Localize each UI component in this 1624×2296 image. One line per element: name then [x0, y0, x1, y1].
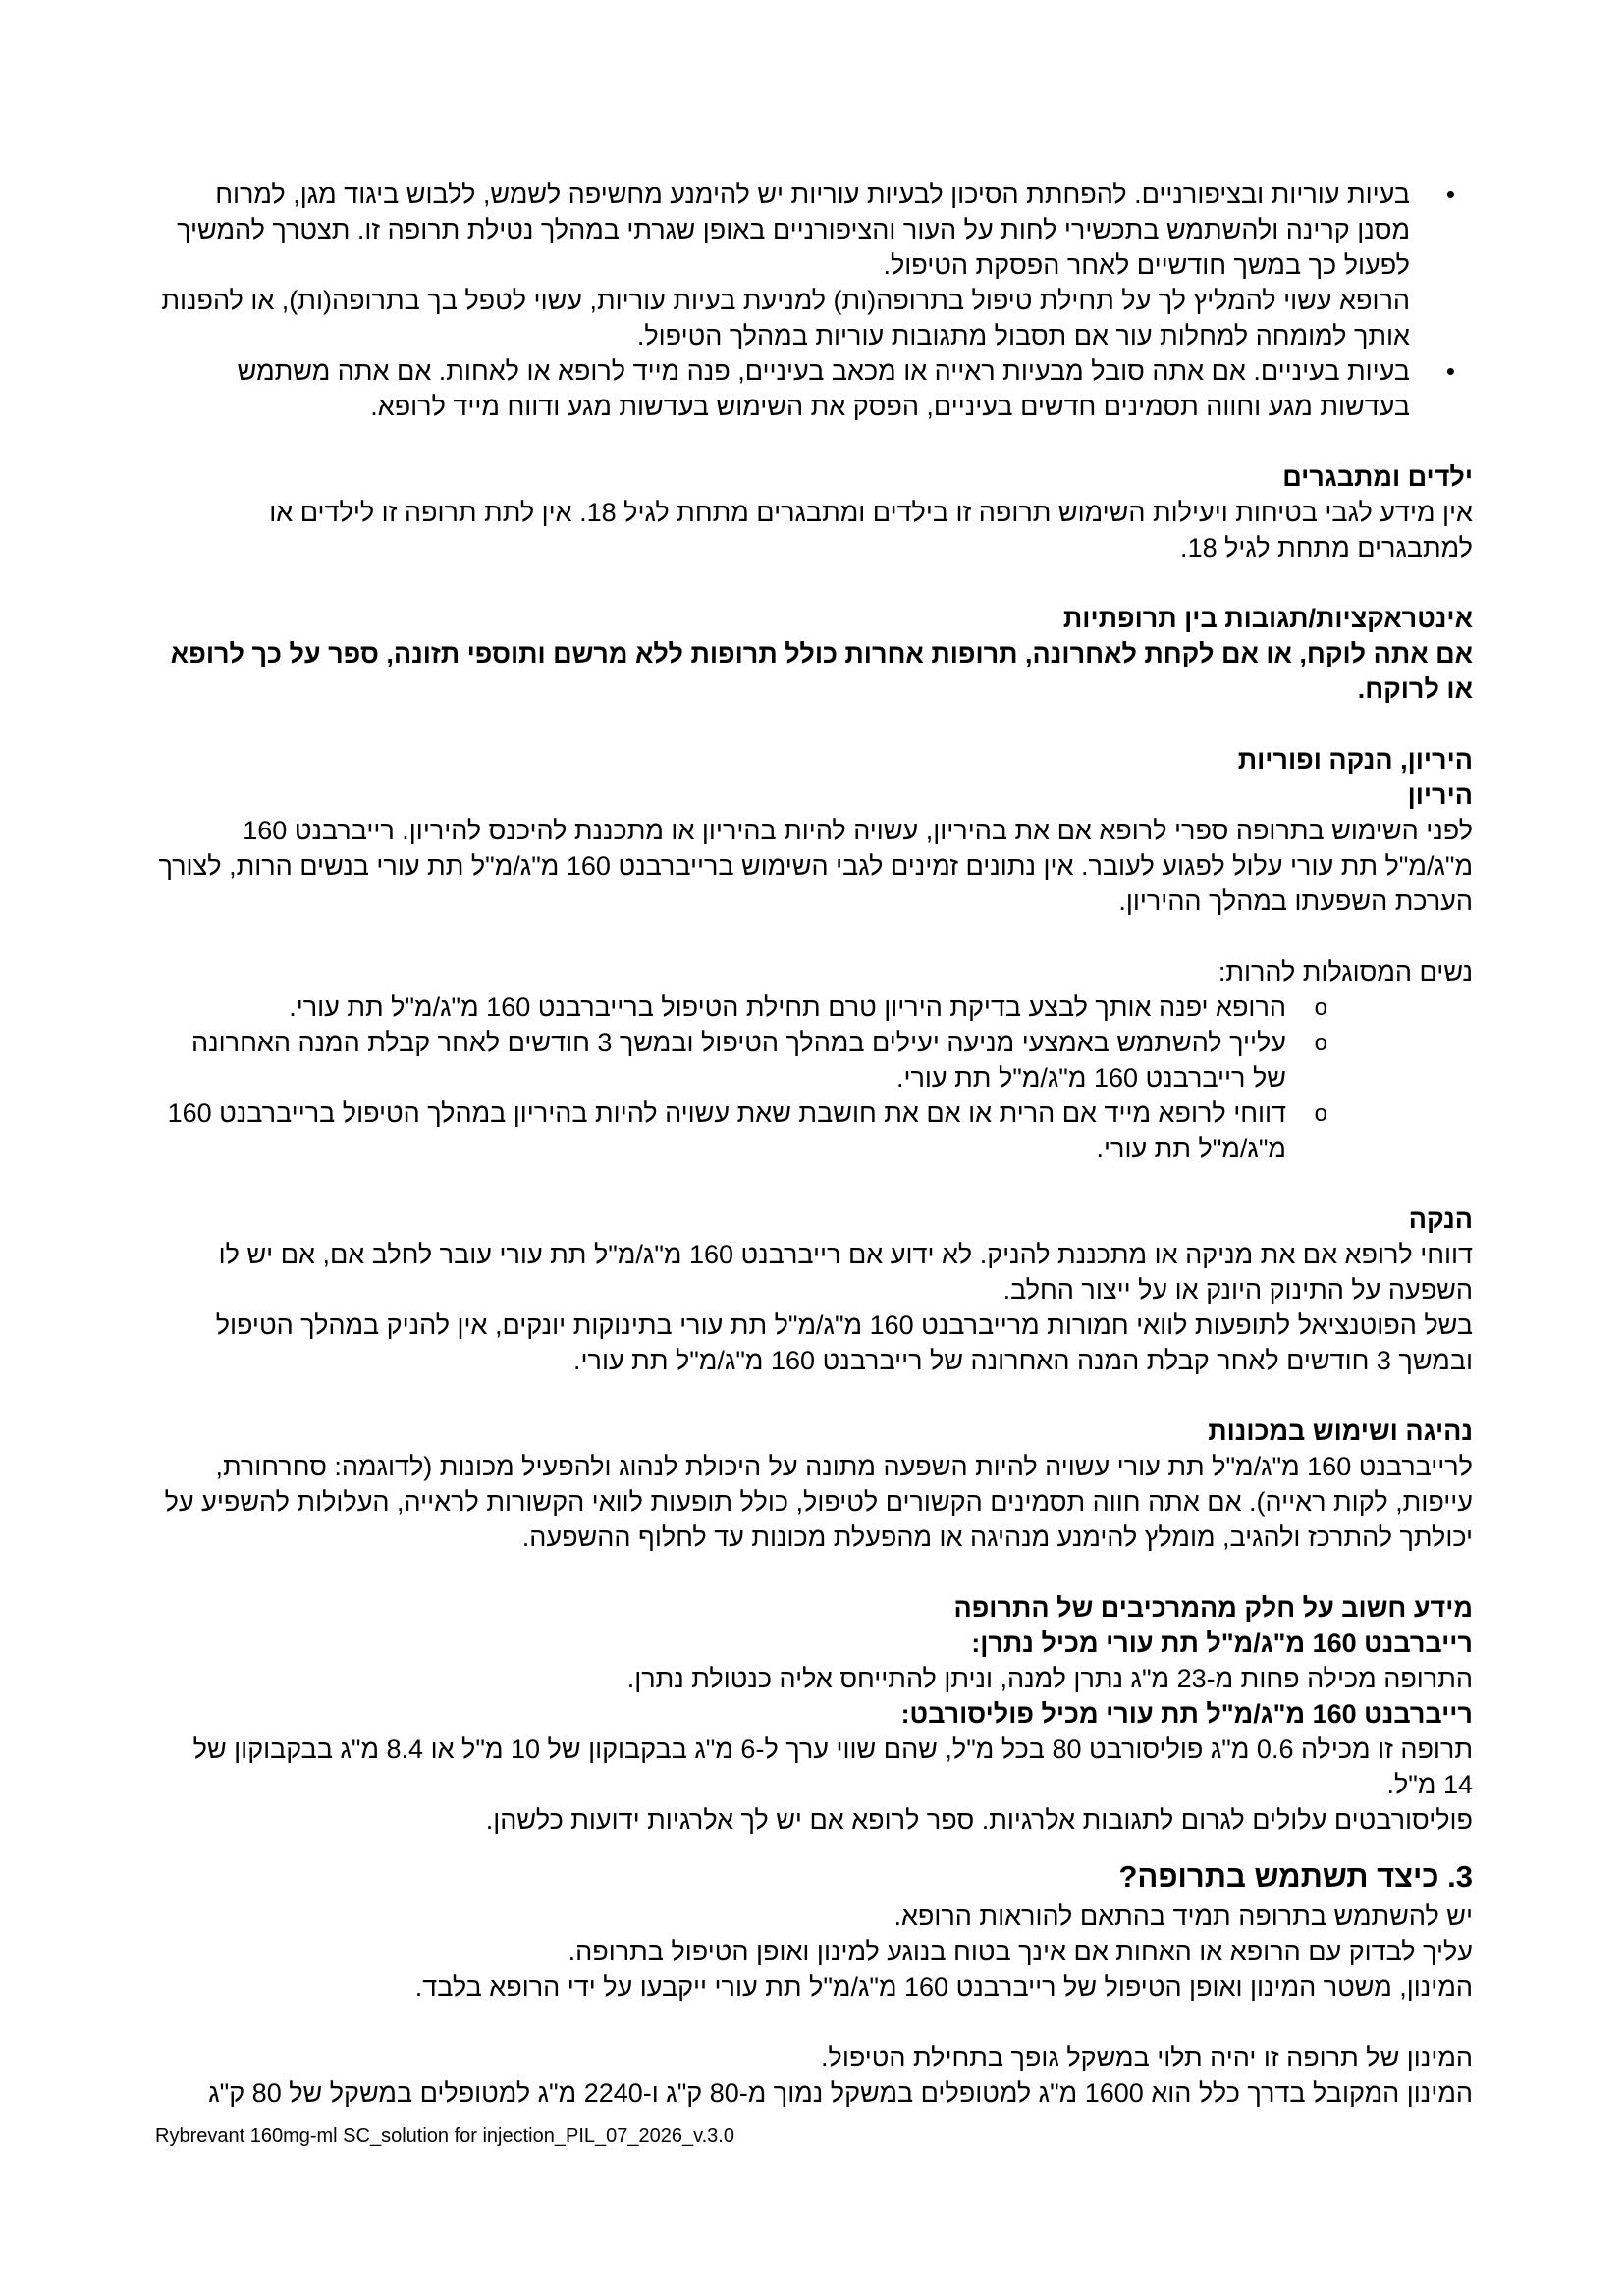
- usage-text: המינון המקובל בדרך כלל הוא 1600 מ"ג למטופלים במשקל נמוך מ-80 ק"ג ו-2240 מ"ג למטופלים במשקל של 80 ק"ג: [208, 2078, 1473, 2108]
- subheading-pregnancy: היריון: [1407, 780, 1473, 810]
- circle-bullet-icon: o: [1314, 1030, 1327, 1056]
- usage-text: יש להשתמש בתרופה תמיד בהתאם להוראות הרופא.: [893, 1901, 1473, 1931]
- section-heading-pregnancy: היריון, הנקה ופוריות: [1237, 745, 1473, 774]
- interactions-text: אם אתה לוקח, או אם לקחת לאחרונה, תרופות אחרות כולל תרופות ללא מרשם ותוספי תזונה, ספר על כך לרופא או לרוקח.: [170, 639, 1473, 704]
- pregnancy-text: לפני השימוש בתרופה ספרי לרופא אם את בהיריון, עשויה להיות בהיריון או מתכננת להיכנס להיריון. רייברבנט 160 מ"ג/מ"ל תת עורי עלול לפגוע לעובר. אין נתונים זמינים לגבי השימוש ברייברבנט 160 מ"ג/מ"ל תת עורי בנשים הרות, לצורך הערכת השפעתו במהלך ההיריון.: [158, 816, 1473, 916]
- breastfeeding-text: בשל הפוטנציאל לתופעות לוואי חמורות מרייברבנט 160 מ"ג/מ"ל תת עורי בתינוקות יונקים, אין להניק במהלך הטיפול ובמשך 3 חודשים לאחר קבלת המנה האחרונה של רייברבנט 160 מ"ג/מ"ל תת עורי.: [215, 1310, 1473, 1375]
- bullet-icon: •: [1445, 180, 1455, 209]
- polysorbate-text: פוליסורבטים עלולים לגרום לתגובות אלרגיות. ספר לרופא אם יש לך אלרגיות ידועות כלשהן.: [485, 1805, 1473, 1835]
- paragraph: הרופא עשוי להמליץ לך על תחילת טיפול בתרופה(ות) למניעת בעיות עוריות, עשוי לטפל בך בתרופה(ות), או להפנות אותך למומחה למחלות עור אם תסבול מתגובות עוריות במהלך הטיפול.: [161, 286, 1410, 350]
- document-page: [157, 177, 1473, 2110]
- driving-text: לרייברבנט 160 מ"ג/מ"ל תת עורי עשויה להיות השפעה מתונה על היכולת לנהוג ולהפעיל מכונות (לדוגמה: סחרחורת, עייפות, לקות ראייה). אם אתה חווה תסמינים הקשורים לטיפול, כולל תופעות לוואי הקשורות לראייה, העלולות להשפיע על יכולתך להתרכז ולהגיב, מומלץ להימנע מנהיגה או מהפעלת מכונות עד לחלוף ההשפעה.: [164, 1452, 1473, 1552]
- subheading-polysorbate: רייברבנט 160 מ"ג/מ"ל תת עורי מכיל פוליסורבט:: [900, 1699, 1473, 1729]
- subheading-sodium: רייברבנט 160 מ"ג/מ"ל תת עורי מכיל נתרן:: [971, 1629, 1473, 1658]
- section-heading-ingredients: מידע חשוב על חלק מהמרכיבים של התרופה: [953, 1593, 1473, 1623]
- list-item: [157, 177, 1455, 353]
- usage-text: המינון, משטר המינון ואופן הטיפול של רייברבנט 160 מ"ג/מ"ל תת עורי ייקבעו על ידי הרופא בלבד.: [414, 1972, 1473, 2002]
- list-item-text: עלייך להשתמש באמצעי מניעה יעילים במהלך הטיפול ובמשך 3 חודשים לאחר קבלת המנה האחרונה של רייברבנט 160 מ"ג/מ"ל תת עורי.: [191, 1028, 1286, 1093]
- section-heading-how-to-use: 3. כיצד תשתמש בתרופה?: [1118, 1859, 1473, 1894]
- list-item-text: דווחי לרופא מייד אם הרית או אם את חושבת שאת עשויה להיות בהיריון במהלך הטיפול ברייברבנט 160 מ"ג/מ"ל תת עורי.: [167, 1098, 1286, 1163]
- circle-bullet-icon: o: [1314, 994, 1327, 1021]
- intro-bullet-list: [157, 177, 1473, 424]
- list-item-text: הרופא יפנה אותך לבצע בדיקת היריון טרם תחילת הטיפול ברייברבנט 160 מ"ג/מ"ל תת עורי.: [289, 992, 1286, 1022]
- women-list: [157, 989, 1473, 1166]
- bullet-icon: •: [1445, 356, 1455, 386]
- paragraph: בעיות בעיניים. אם אתה סובל מבעיות ראייה או מכאב בעיניים, פנה מייד לרופא או לאחות. אם אתה משתמש בעדשות מגע וחווה תסמינים חדשים בעיניים, הפסק את השימוש בעדשות מגע ודווח מייד לרופא.: [237, 356, 1410, 421]
- section-heading-interactions: אינטראקציות/תגובות בין תרופתיות: [1062, 604, 1473, 633]
- section-heading-breastfeeding: הנקה: [1408, 1204, 1473, 1234]
- list-item: [157, 989, 1327, 1025]
- document-footer: Rybrevant 160mg-ml SC_solution for injection_PIL_07_2026_v.3.0: [155, 2125, 734, 2147]
- polysorbate-text: תרופה זו מכילה 0.6 מ"ג פוליסורבט 80 בכל מ"ל, שהם שווי ערך ל-6 מ"ג בבקבוקון של 10 מ"ל או 8.4 מ"ג בבקבוקון של 14 מ"ל.: [192, 1735, 1473, 1799]
- usage-text: המינון של תרופה זו יהיה תלוי במשקל גופך בתחילת הטיפול.: [821, 2043, 1473, 2072]
- list-item: [157, 353, 1455, 424]
- usage-text: עליך לבדוק עם הרופא או האחות אם אינך בטוח בנוגע למינון ואופן הטיפול בתרופה.: [568, 1937, 1473, 1966]
- section-heading-driving: נהיגה ושימוש במכונות: [1208, 1416, 1473, 1446]
- paragraph: בעיות עוריות ובציפורניים. להפחתת הסיכון לבעיות עוריות יש להימנע מחשיפה לשמש, ללבוש ביגוד מגן, למרוח מסנן קרינה ולהשתמש בתכשירי לחות על העור והציפורניים באופן שגרתי במהלך נטילת תרופה זו. תצטרך להמשיך לפעול כך במשך חודשיים לאחר הפסקת הטיפול.: [177, 180, 1410, 280]
- section-heading-children: ילדים ומתבגרים: [1282, 462, 1473, 492]
- list-item: [157, 1095, 1327, 1166]
- list-item: [157, 1025, 1327, 1095]
- women-intro: נשים המסוגלות להרות:: [1218, 957, 1473, 987]
- sodium-text: התרופה מכילה פחות מ-23 מ"ג נתרן למנה, וניתן להתייחס אליה כנטולת נתרן.: [626, 1664, 1473, 1693]
- circle-bullet-icon: o: [1314, 1100, 1327, 1127]
- breastfeeding-text: דווחי לרופא אם את מניקה או מתכננת להניק. לא ידוע אם רייברבנט 160 מ"ג/מ"ל תת עורי עובר לחלב אם, אם יש לו השפעה על התינוק היונק או על ייצור החלב.: [218, 1240, 1473, 1305]
- children-text: אין מידע לגבי בטיחות ויעילות השימוש תרופה זו בילדים ומתבגרים מתחת לגיל 18. אין לתת תרופה זו לילדים או למתבגרים מתחת לגיל 18.: [269, 498, 1473, 562]
